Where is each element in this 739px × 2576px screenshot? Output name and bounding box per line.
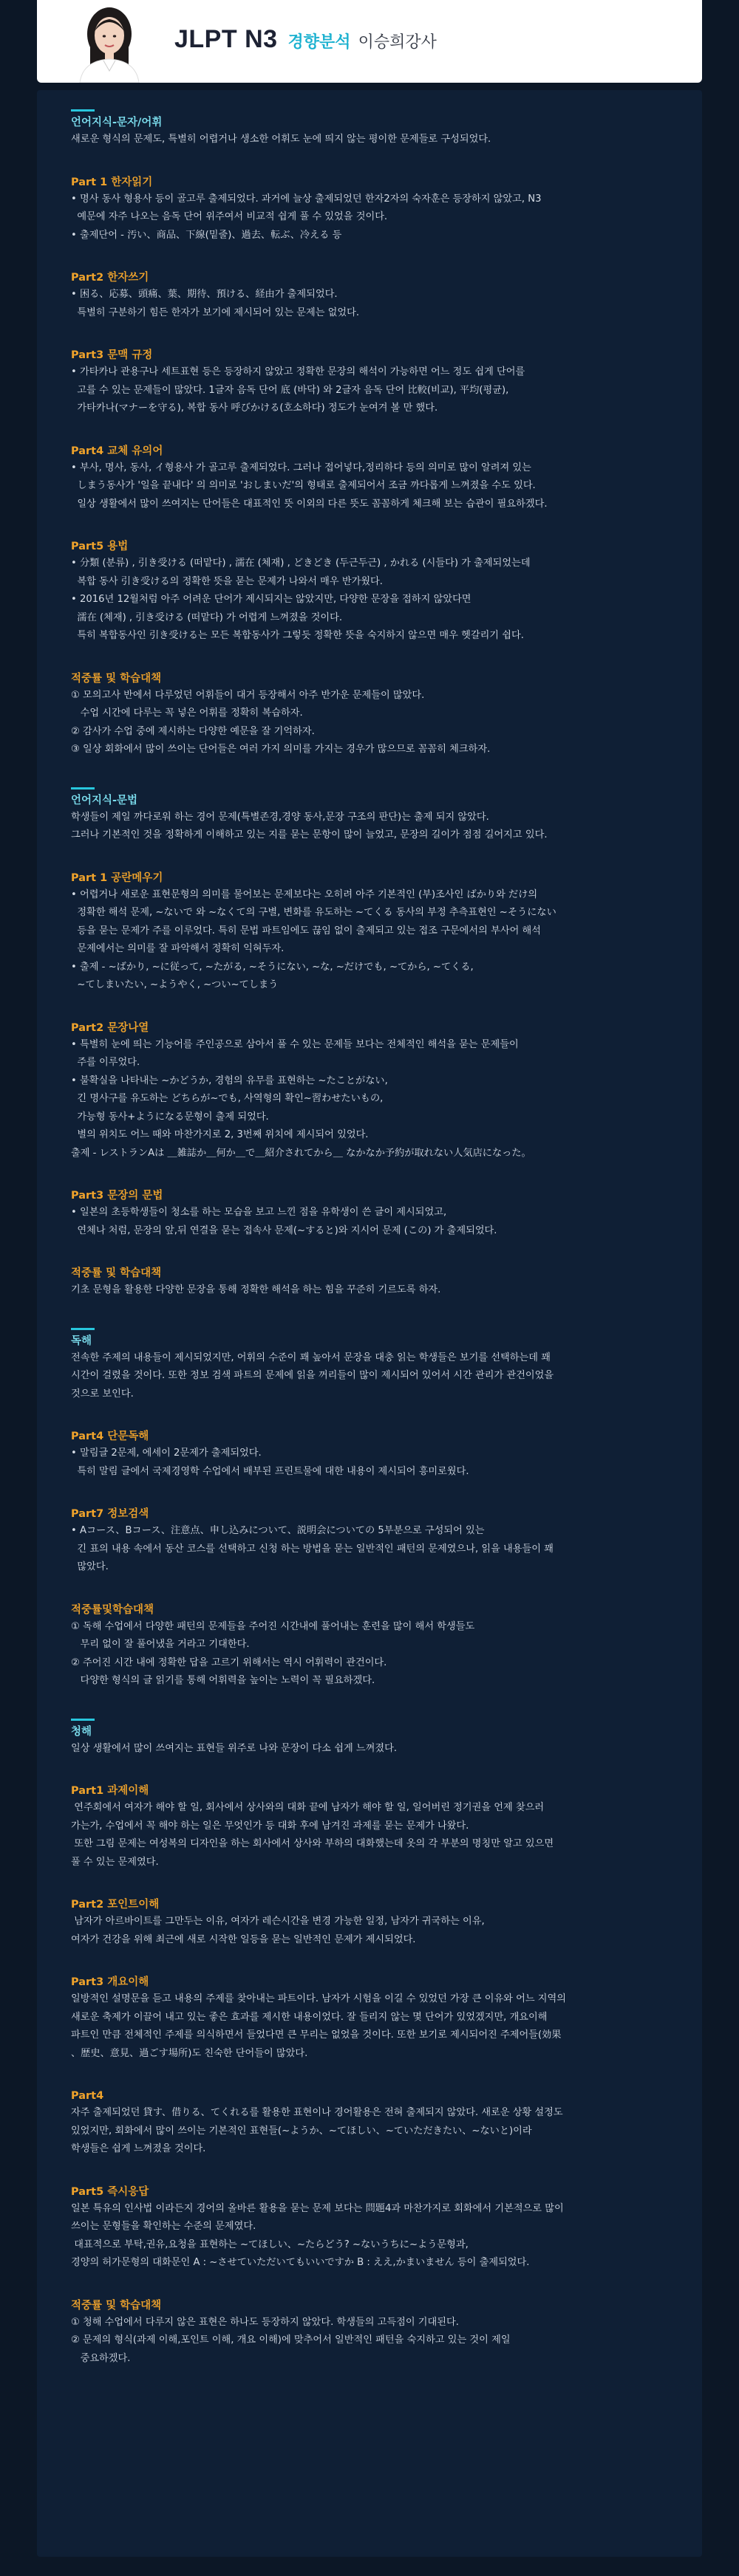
- part-title: Part 1 한자읽기: [71, 176, 153, 188]
- body-line: 것으로 보인다.: [71, 1388, 134, 1400]
- part-block: [71, 1265, 677, 1300]
- body-line: • 명사 동사 형용사 등이 골고루 출제되었다. 과거에 늘상 출제되었던 한자2자의 숙자훈은 등장하지 않았고, N3: [71, 193, 542, 205]
- body-line: 복합 동사 引き受ける의 정확한 뜻을 묻는 문제가 나와서 매우 반가웠다.: [71, 575, 383, 587]
- part-title: Part2 포인트이해: [71, 1899, 160, 1911]
- body-line: 、歴史、意見、過ごす場所)도 친숙한 단어들이 많았다.: [71, 2047, 308, 2059]
- body-line: しまう동사가 '일을 끝내다' 의 의미로 'おしまいだ'의 형태로 출제되어서 조금 까다롭게 느껴졌을 수도 있다.: [71, 480, 536, 491]
- section-accent-bar: [71, 1719, 95, 1721]
- section-title: 언어지식-문자/어휘: [71, 117, 163, 129]
- section-block: [71, 109, 677, 149]
- body-line: 많았다.: [71, 1561, 109, 1572]
- body-line: 또한 그림 문제는 여성복의 디자인을 하는 회사에서 상사와 부하의 대화했는데 옷의 각 부분의 명칭만 알고 있으면: [71, 1838, 554, 1849]
- part-title: Part4 단문독해: [71, 1431, 149, 1442]
- body-line: 등을 묻는 문제가 주를 이루었다. 특히 문법 파트임에도 끊임 없이 출제되고 있는 접조 구문에서의 부사어 해석: [71, 925, 541, 936]
- body-line: 출제 - レストランAは ＿雑誌か＿何か＿で＿紹介されてから＿ なかなか予約が取れない人気店になった。: [71, 1147, 531, 1159]
- part-title: Part4: [71, 2090, 104, 2102]
- body-line: 자주 출제되었던 貸す、借りる、てくれる를 활용한 표현이나 경어활용은 전혀 출제되지 않았다. 새로운 상황 설정도: [71, 2107, 563, 2118]
- body-line: 쓰이는 문형들을 확인하는 수준의 문제였다.: [71, 2221, 256, 2232]
- part-title: Part3 문장의 문법: [71, 1190, 163, 1202]
- part-title: Part4 교체 유의어: [71, 445, 163, 457]
- body-line: 연주회에서 여자가 해야 할 일, 회사에서 상사와의 대화 끝에 남자가 해야 할 일, 일어버린 정기권을 언제 찾으러: [71, 1802, 545, 1813]
- part-block: [71, 2088, 677, 2159]
- part-title: Part3 개요이해: [71, 1976, 149, 1988]
- body-line: 주를 이루었다.: [71, 1057, 140, 1068]
- section-block: [71, 1328, 677, 1404]
- part-block: [71, 347, 677, 418]
- body-line: • 부사, 명사, 동사, イ형용사 가 골고루 출제되었다. 그러나 접어넣다,정리하다 등의 의미로 많이 알려져 있는: [71, 462, 531, 473]
- instructor-name: 이승희강사: [358, 33, 437, 52]
- part-title: Part7 정보검색: [71, 1508, 149, 1520]
- body-line: 정확한 해석 문제, ~ないで 와 ~なくて의 구별, 변화를 유도하는 ~てくる 동사의 부정 추측표현인 ~そうにない: [71, 907, 556, 918]
- part-block: [71, 270, 677, 322]
- part-block: [71, 1020, 677, 1163]
- brand-title: JLPT N3: [174, 25, 278, 53]
- body-line: 무리 없이 잘 풀어냈을 거라고 기대한다.: [71, 1639, 250, 1650]
- part-block: [71, 1602, 677, 1690]
- part-block: [71, 174, 677, 245]
- body-line: ① 모의고사 반에서 다루었던 어휘들이 대거 등장해서 아주 반가운 문제들이 많았다.: [71, 689, 425, 701]
- part-title: Part5 용법: [71, 541, 129, 552]
- body-line: • Aコース、Bコース、注意点、申し込みについて、説明会についての 5부분으로 구성되어 있는: [71, 1525, 485, 1536]
- section-title: 청해: [71, 1725, 92, 1738]
- body-line: 별의 위치도 어느 때와 마찬가지로 2, 3번째 위치에 제시되어 있었다.: [71, 1129, 369, 1140]
- part-block: [71, 2298, 677, 2368]
- section-accent-bar: [71, 1328, 95, 1330]
- body-line: ② 문제의 형식(과제 이해,포인트 이해, 개요 이해)에 맞추어서 일반적인 패턴을 숙지하고 있는 것이 제일: [71, 2334, 511, 2346]
- part-title: 적중률 및 학습대책: [71, 672, 162, 685]
- body-line: • 출제단어 - 汚い、商品、下線(밑줄)、過去、転ぶ、冷える 등: [71, 229, 342, 241]
- part-block: [71, 1974, 677, 2063]
- body-line: 다양한 형식의 글 읽기를 통해 어휘력을 높이는 노력이 꼭 필요하겠다.: [71, 1675, 375, 1686]
- part-title: Part1 과제이해: [71, 1785, 149, 1797]
- part-block: [71, 870, 677, 995]
- section-accent-bar: [71, 787, 95, 789]
- part-block: [71, 1783, 677, 1871]
- body-line: 濡在 (체재) , 引き受ける (떠맡다) 가 어렵게 느껴졌을 것이다.: [71, 612, 343, 623]
- body-line: • 특별히 눈에 띄는 기능어를 주인공으로 삼아서 풀 수 있는 문제들 보다는 전체적인 해석을 묻는 문제들이: [71, 1038, 519, 1050]
- body-line: 학생들은 쉽게 느껴졌을 것이다.: [71, 2143, 206, 2154]
- body-line: 파트인 만큼 전체적인 주제를 의식하면서 들었다면 큰 무리는 없었을 것이다. 또한 보기로 제시되어진 주제어들(効果: [71, 2029, 562, 2041]
- body-line: • 分類 (분류) , 引き受ける (떠맡다) , 濡在 (체재) , どきどき (두근두근) , かれる (시들다) 가 출제되었는데: [71, 558, 531, 569]
- body-line: 가타카나(マナーを守る), 복합 동사 呼びかける(호소하다) 정도가 눈여겨 볼 만 했다.: [71, 402, 438, 414]
- body-line: ② 주어진 시간 내에 정확한 답을 고르기 위해서는 역시 어휘력이 관건이다.: [71, 1657, 387, 1668]
- body-line: 예문에 자주 나오는 음독 단어 위주여서 비교적 쉽게 풀 수 있었을 것이다.: [71, 211, 388, 222]
- body-line: 일상 생활에서 많이 쓰여지는 단어들은 대표적인 뜻 이외의 다른 뜻도 꼼꼼하게 체크해 보는 습관이 필요하겠다.: [71, 498, 548, 510]
- body-line: 대표적으로 부탁,권유,요청을 표현하는 ~てほしい、~たらどう? ~ないうちに~よう문형과,: [71, 2238, 469, 2250]
- body-line: • 어렵거나 새로운 표현문형의 의미를 물어보는 문제보다는 오히려 아주 기본적인 (부)조사인 ばかり와 だけ의: [71, 888, 538, 900]
- body-line: 일방적인 설명문을 듣고 내용의 주제를 찾아내는 파트이다. 남자가 시험을 이길 수 있었던 가장 큰 이유와 어느 지역의: [71, 1993, 566, 2004]
- body-line: 경양의 허가문형의 대화문인 A : ~させていただいてもいいですか B : ええ,かまいません 등이 출제되었다.: [71, 2257, 530, 2268]
- part-title: Part 1 공란메우기: [71, 871, 163, 884]
- body-line: • 불확실을 나타내는 ~かどうか, 경험의 유무를 표현하는 ~たことがない,: [71, 1075, 388, 1086]
- body-line: 여자가 건강을 위해 최근에 새로 시작한 일등을 묻는 일반적인 문제가 제시되었다.: [71, 1933, 416, 1945]
- part-title: 적중률 및 학습대책: [71, 1267, 162, 1279]
- body-line: • 말림글 2문제, 에세이 2문제가 출제되었다.: [71, 1448, 262, 1459]
- body-line: 기초 문형을 활용한 다양한 문장을 통해 정확한 해석을 하는 힘을 꾸준히 기르도록 하자.: [71, 1284, 441, 1295]
- body-line: ② 감사가 수업 중에 제시하는 다양한 예문을 잘 기억하자.: [71, 725, 315, 737]
- body-line: 중요하겠다.: [71, 2352, 131, 2364]
- body-line: 있었지만, 회화에서 많이 쓰이는 기본적인 표현들(~ようか、~てほしい、~ていただきたい、~ないと)이라: [71, 2125, 532, 2137]
- part-title: Part2 문장나열: [71, 1021, 149, 1034]
- page-title: [174, 25, 437, 58]
- body-line: 고를 수 있는 문제들이 많았다. 1글자 음독 단어 底 (바닥) 와 2글자 음독 단어 比較(비교), 平均(평균),: [71, 384, 509, 396]
- part-block: [71, 443, 677, 514]
- body-line: 남자가 아르바이트를 그만두는 이유, 여자가 레슨시간을 변경 가능한 일정, 남자가 귀국하는 이유,: [71, 1916, 485, 1927]
- section-block: [71, 787, 677, 845]
- body-line: 특히 말림 글에서 국제경영학 수업에서 배부된 프린트물에 대한 내용이 제시되어 흥미로웠다.: [71, 1465, 469, 1477]
- body-line: 특히 복합동사인 引き受ける는 모든 복합동사가 그렇듯 정확한 뜻을 숙지하지 않으면 매우 헷갈리기 쉽다.: [71, 630, 524, 641]
- part-title: 적중률 및 학습대책: [71, 2299, 162, 2312]
- part-block: [71, 671, 677, 759]
- part-title: Part2 한자쓰기: [71, 272, 149, 284]
- section-title: 독해: [71, 1335, 92, 1347]
- body-line: 풀 수 있는 문제였다.: [71, 1856, 159, 1868]
- body-line: 수업 시간에 다루는 꼭 넣은 어휘를 정확히 복습하자.: [71, 708, 303, 719]
- section-title: 언어지식-문법: [71, 794, 138, 806]
- body-line: 문제에서는 의미를 잘 파악해서 정확히 익혀두자.: [71, 943, 285, 954]
- header-banner: [37, 0, 702, 83]
- body-line: 가는가, 수업에서 꼭 해야 하는 일은 무엇인가 등 대화 후에 남겨진 과제를 묻는 문제가 나왔다.: [71, 1820, 469, 1832]
- part-title: Part5 즉시응답: [71, 2185, 149, 2198]
- body-line: ① 청해 수업에서 다루지 않은 표현은 하나도 등장하지 않았다. 학생들의 고득점이 기대된다.: [71, 2316, 459, 2328]
- part-title: 적중률및학습대책: [71, 1603, 154, 1616]
- body-line: 새로운 형식의 문제도, 특별히 어렵거나 생소한 어휘도 눈에 띄지 않는 평이한 문제들로 구성되었다.: [71, 134, 491, 145]
- body-line: 일상 생활에서 많이 쓰여지는 표현들 위주로 나와 문장이 다소 쉽게 느껴졌다.: [71, 1742, 398, 1754]
- content-panel: [37, 90, 702, 2557]
- part-block: [71, 2184, 677, 2272]
- body-line: 그러나 기본적인 것을 정확하게 이해하고 있는 지를 묻는 문항이 많이 늘었고, 문장의 길이가 점점 길어지고 있다.: [71, 829, 548, 840]
- section-block: [71, 1719, 677, 1758]
- body-line: 시간이 걸렸을 것이다. 또한 정보 검색 파트의 문제에 읽을 꺼리들이 많이 제시되어 있어서 시간 관리가 관건이었을: [71, 1370, 554, 1381]
- part-title: Part3 문맥 규정: [71, 349, 153, 361]
- body-line: 특별히 구분하기 힘든 한자가 보기에 제시되어 있는 문제는 없었다.: [71, 306, 360, 318]
- part-block: [71, 1897, 677, 1949]
- body-line: 전속한 주제의 내용들이 제시되었지만, 어휘의 수준이 꽤 높아서 문장을 대충 읽는 학생들은 보기를 선택하는데 꽤: [71, 1352, 551, 1363]
- body-line: 긴 명사구를 유도하는 どちらが~でも, 사역형의 확인~習わせたいもの,: [71, 1093, 384, 1104]
- instructor-photo: [75, 3, 143, 83]
- part-block: [71, 1506, 677, 1577]
- body-line: ① 독해 수업에서 다양한 패턴의 문제들을 주어진 시간내에 풀어내는 훈련을 많이 해서 학생들도: [71, 1620, 475, 1632]
- part-block: [71, 538, 677, 645]
- body-line: ③ 일상 회화에서 많이 쓰이는 단어들은 여러 가지 의미를 가지는 경우가 많으므로 꼼꼼히 체크하자.: [71, 744, 491, 755]
- body-line: 학생들이 제일 까다로워 하는 경어 문제(특별존경,경양 동사,문장 구조의 판단)는 출제 되지 않았다.: [71, 811, 489, 823]
- body-line: • 困る、応募、頭痛、葉、期待、預ける、経由가 출제되었다.: [71, 289, 338, 300]
- body-line: • 일본의 초등학생들이 청소를 하는 모습을 보고 느낀 점을 유학생이 쓴 글이 제시되었고,: [71, 1207, 447, 1218]
- body-line: • 가타카나 관용구나 세트표현 등은 등장하지 않았고 정확한 문장의 해석이 가능하면 어느 정도 쉽게 단어를: [71, 366, 525, 377]
- body-line: ~てしまいたい, ~ようやく, ~つい~てしまう: [71, 979, 279, 990]
- body-line: 일본 특유의 인사법 이라든지 경어의 올바른 활용을 묻는 문제 보다는 問題4과 마찬가지로 회화에서 기본적으로 많이: [71, 2202, 564, 2214]
- body-line: 가능형 동사+ようになる문형이 출제 되었다.: [71, 1111, 269, 1123]
- body-line: 긴 표의 내용 속에서 동산 코스를 선택하고 신청 하는 방법을 묻는 일반적인 패턴의 문제였으나, 읽을 내용들이 꽤: [71, 1543, 554, 1555]
- body-line: • 출제 - ~ばかり, ~に従って, ~たがる, ~そうにない, ~な, ~だけでも, ~てから, ~てくる,: [71, 961, 474, 973]
- body-line: • 2016년 12월처럼 아주 어려운 단어가 제시되지는 않았지만, 다양한 문장을 접하지 않았다면: [71, 594, 471, 605]
- section-accent-bar: [71, 109, 95, 112]
- analysis-content: [71, 102, 677, 2368]
- body-line: 새로운 축제가 이끌어 내고 있는 좋은 효과를 제시한 내용이었다. 잘 들리지 않는 몇 단어가 있었겠지만, 개요이해: [71, 2011, 548, 2023]
- part-block: [71, 1188, 677, 1240]
- body-line: 연체나 처럼, 문장의 앞,뒤 연결을 묻는 접속사 문제(~すると)와 지시어 문제 (この) 가 출제되었다.: [71, 1224, 497, 1236]
- analysis-label: 경향분석: [287, 33, 351, 52]
- part-block: [71, 1428, 677, 1481]
